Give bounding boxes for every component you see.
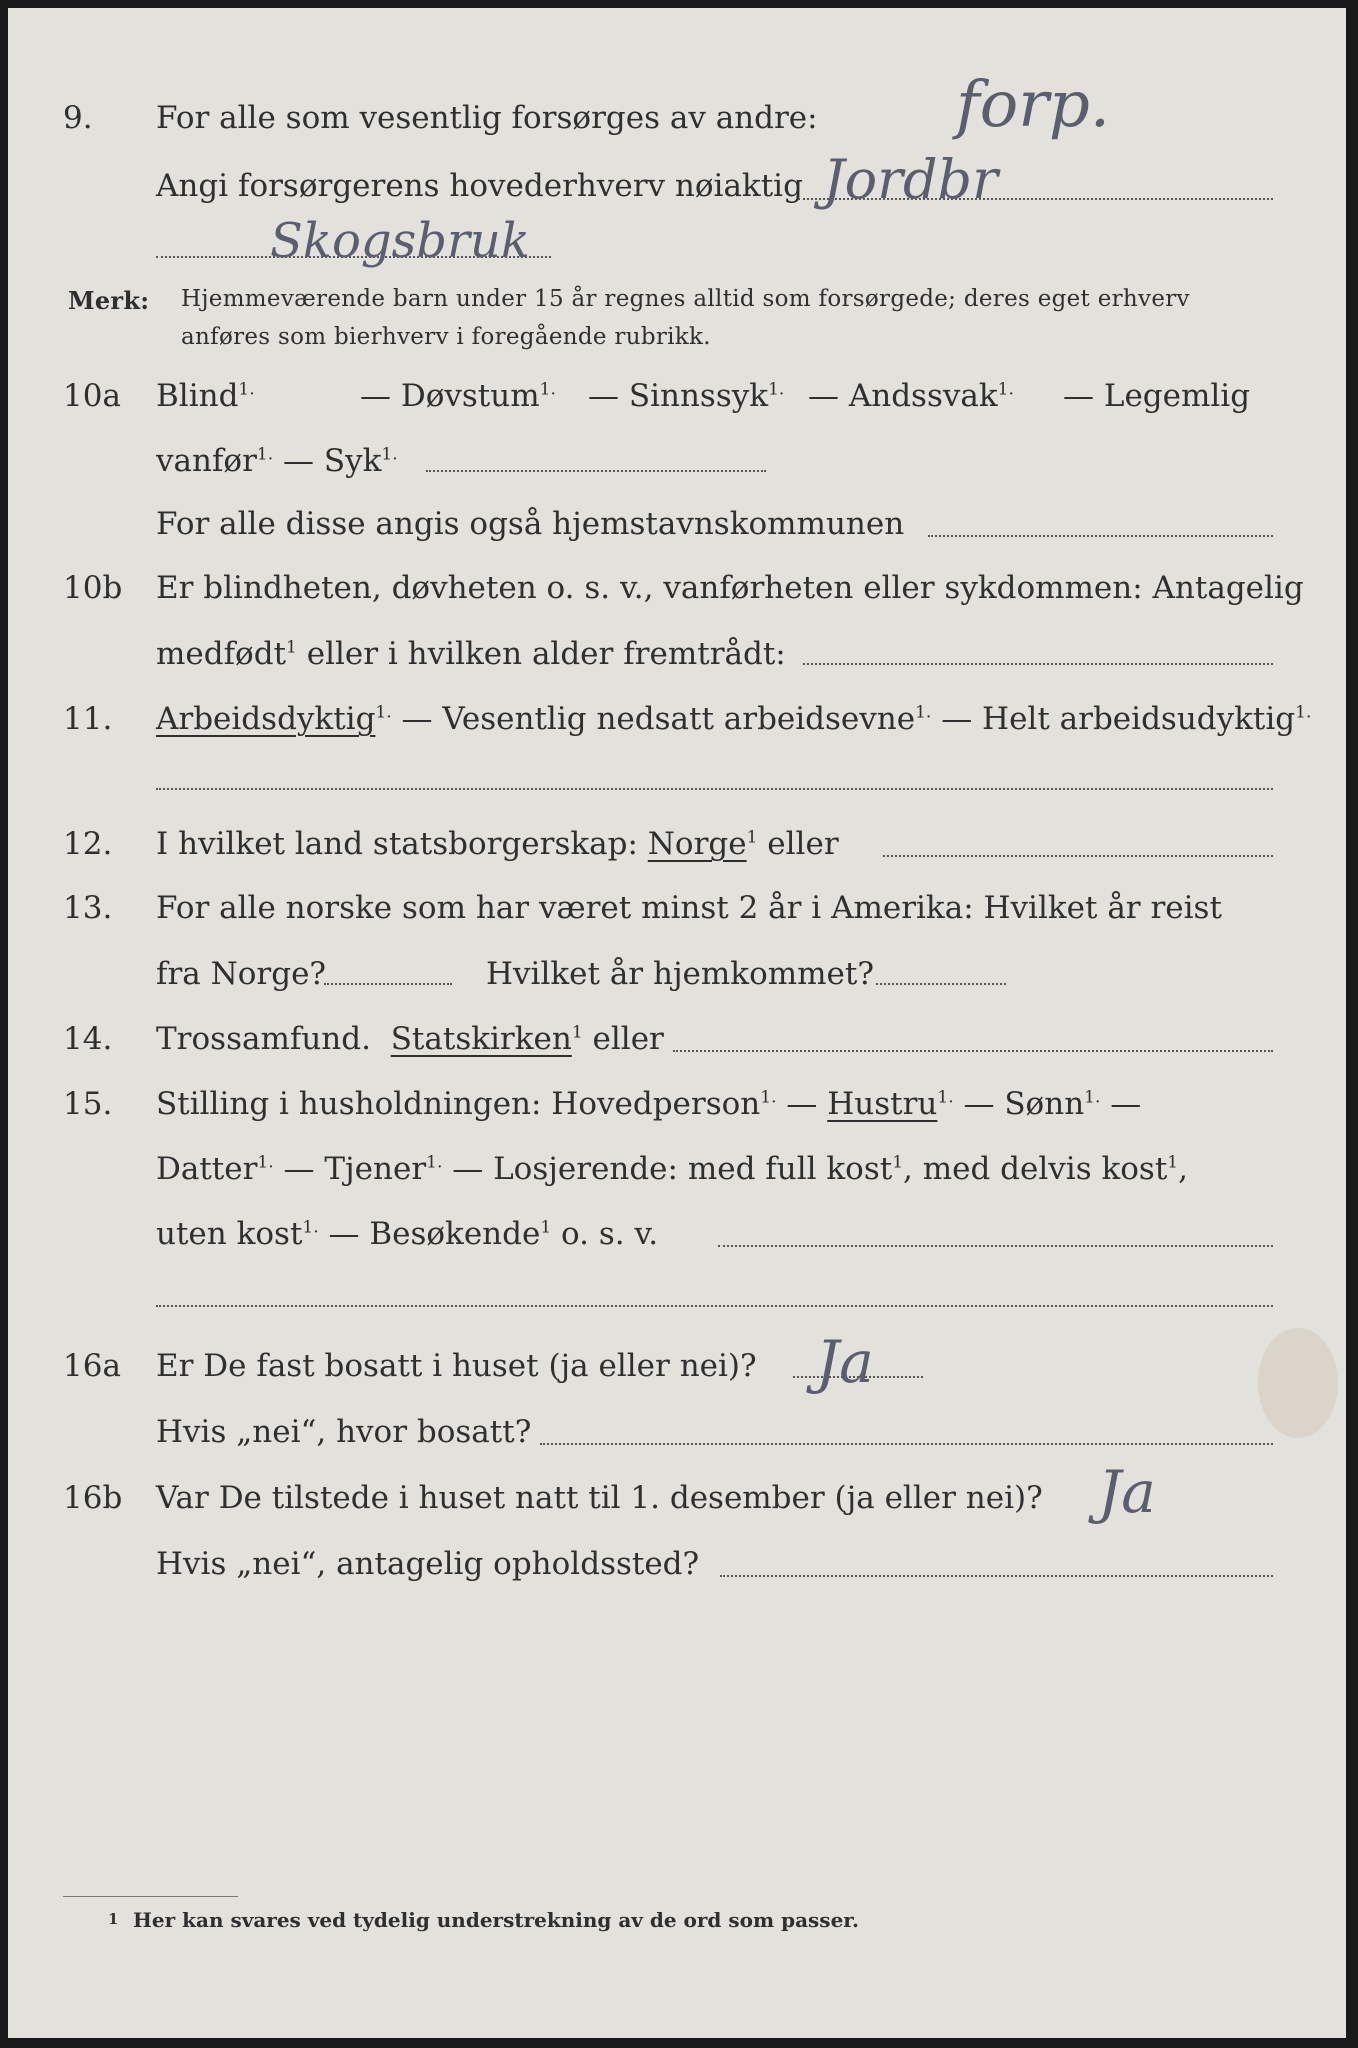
q16b-handwriting-ja: Ja bbox=[1098, 1458, 1156, 1526]
q14-number: 14. bbox=[63, 1021, 113, 1057]
q10b-line2: medfødt$^1$ eller i hvilken alder fremtrådt: bbox=[156, 636, 786, 672]
opt-vanfor[interactable]: vanfør bbox=[156, 443, 257, 479]
q13-hjemkommet: Hvilket år hjemkommet? bbox=[486, 956, 874, 992]
q15-number: 15. bbox=[63, 1086, 113, 1122]
q9-line1: For alle som vesentlig forsørges av andre: bbox=[156, 100, 818, 136]
q10a-syk-line[interactable] bbox=[426, 470, 766, 472]
q10b-line1: Er blindheten, døvheten o. s. v., vanførheten eller sykdommen: Antagelig bbox=[156, 570, 1304, 606]
q13-number: 13. bbox=[63, 890, 113, 926]
q13-reist: fra Norge? bbox=[156, 956, 327, 992]
q13-hjemkommet-line[interactable] bbox=[876, 983, 1006, 985]
opt-full-kost[interactable]: — Losjerende: med full kost bbox=[452, 1151, 893, 1187]
q10b-answer-line[interactable] bbox=[803, 663, 1273, 665]
opt-uten-kost[interactable]: uten kost bbox=[156, 1216, 303, 1252]
q16a-number: 16a bbox=[63, 1348, 121, 1384]
opt-besokende[interactable]: — Besøkende bbox=[328, 1216, 541, 1252]
paper-stain bbox=[1258, 1328, 1338, 1438]
q16b-opholdssted-line[interactable] bbox=[720, 1575, 1273, 1577]
q12-line: I hvilket land statsborgerskap: Norge$^1$ eller bbox=[156, 826, 839, 862]
q10a-line2: vanfør$^{1.}$ — Syk$^{1.}$ bbox=[156, 443, 398, 479]
footnote-text: Her kan svares ved tydelig understrekning av de ord som passer. bbox=[133, 1908, 859, 1932]
q9-handwriting-forp: forp. bbox=[956, 68, 1111, 142]
q9-line2: Angi forsørgerens hovederhverv nøiaktig bbox=[156, 168, 803, 204]
footnote-mark: 1 bbox=[108, 1910, 119, 1928]
q10b-number: 10b bbox=[63, 570, 123, 606]
opt-andssvak[interactable]: — Andssvak bbox=[808, 378, 998, 414]
q11-number: 11. bbox=[63, 701, 113, 737]
opt-nedsatt[interactable]: — Vesentlig nedsatt arbeidsevne bbox=[401, 701, 916, 737]
q13-reist-line[interactable] bbox=[324, 983, 452, 985]
q13-line1: For alle norske som har været minst 2 år i Amerika: Hvilket år reist bbox=[156, 890, 1222, 926]
opt-datter[interactable]: Datter bbox=[156, 1151, 258, 1187]
q11-line: Arbeidsdyktig$^{1.}$ — Vesentlig nedsatt arbeidsevne$^{1.}$ — Helt arbeidsudyktig$^{1.}$ bbox=[156, 701, 1312, 737]
opt-sonn[interactable]: — Sønn bbox=[963, 1086, 1085, 1122]
opt-legemlig[interactable]: — Legemlig bbox=[1063, 378, 1251, 414]
q16a-line2: Hvis „nei“, hvor bosatt? bbox=[156, 1414, 532, 1450]
q10a-hjemstavn-line[interactable] bbox=[928, 535, 1273, 537]
opt-sinnssyk[interactable]: — Sinnssyk bbox=[588, 378, 769, 414]
q10a-andssvak: — Andssvak$^{1.}$ bbox=[808, 378, 1014, 414]
q10a-dovstum: — Døvstum$^{1.}$ bbox=[360, 378, 556, 414]
opt-tjener[interactable]: — Tjener bbox=[283, 1151, 427, 1187]
census-form-page bbox=[8, 8, 1346, 2038]
q9-number: 9. bbox=[63, 100, 93, 136]
opt-syk[interactable]: — Syk bbox=[283, 443, 382, 479]
q10a-sinnssyk: — Sinnssyk$^{1.}$ bbox=[588, 378, 785, 414]
q10a-line1: Blind$^{1.}$ bbox=[156, 378, 255, 414]
q14-line: Trossamfund. Statskirken$^1$ eller bbox=[156, 1021, 664, 1057]
q10a-line3: For alle disse angis også hjemstavnskommunen bbox=[156, 506, 905, 542]
merk-line1: Hjemmeværende barn under 15 år regnes alltid som forsørgede; deres eget erhverv bbox=[181, 286, 1190, 312]
q15-answer-line[interactable] bbox=[718, 1245, 1273, 1247]
opt-arbeidsdyktig[interactable]: Arbeidsdyktig bbox=[156, 701, 376, 737]
q16a-line1: Er De fast bosatt i huset (ja eller nei)? bbox=[156, 1348, 757, 1384]
opt-hustru[interactable]: Hustru bbox=[827, 1086, 938, 1122]
q12-answer-line[interactable] bbox=[883, 855, 1273, 857]
q9-handwriting-jordbr: Jordbr bbox=[823, 148, 998, 211]
q11-answer-line[interactable] bbox=[156, 788, 1273, 790]
opt-norge[interactable]: Norge bbox=[647, 826, 747, 862]
q12-number: 12. bbox=[63, 826, 113, 862]
q14-answer-line[interactable] bbox=[673, 1050, 1273, 1052]
q10a-number: 10a bbox=[63, 378, 121, 414]
q16b-number: 16b bbox=[63, 1480, 123, 1516]
opt-hovedperson[interactable]: Stilling i husholdningen: Hovedperson bbox=[156, 1086, 761, 1122]
footnote-rule bbox=[63, 1896, 238, 1897]
merk-line2: anføres som bierhverv i foregående rubrikk. bbox=[181, 324, 711, 350]
q15-line2: Datter$^{1.}$ — Tjener$^{1.}$ — Losjerende: med full kost$^1$, med delvis kost$^1$, bbox=[156, 1151, 1188, 1187]
q15-line3: uten kost$^{1.}$ — Besøkende$^1$ o. s. v. bbox=[156, 1216, 659, 1252]
opt-statskirken[interactable]: Statskirken bbox=[390, 1021, 572, 1057]
opt-udyktig[interactable]: — Helt arbeidsudyktig bbox=[941, 701, 1296, 737]
q16b-line1: Var De tilstede i huset natt til 1. desember (ja eller nei)? bbox=[156, 1480, 1043, 1516]
opt-blind[interactable]: Blind bbox=[156, 378, 239, 414]
q16a-bosatt-line[interactable] bbox=[540, 1443, 1273, 1445]
opt-dovstum[interactable]: — Døvstum bbox=[360, 378, 540, 414]
q15-line1: Stilling i husholdningen: Hovedperson$^{1.}$ — Hustru$^{1.}$ — Sønn$^{1.}$ — bbox=[156, 1086, 1142, 1122]
q9-handwriting-skogsbruk: Skogsbruk bbox=[270, 213, 530, 269]
opt-delvis-kost[interactable]: , med delvis kost bbox=[903, 1151, 1168, 1187]
opt-medfodt[interactable]: medfødt bbox=[156, 636, 287, 672]
q16a-handwriting-ja: Ja bbox=[816, 1328, 874, 1396]
q15-answer-line-2[interactable] bbox=[156, 1305, 1273, 1307]
merk-label: Merk: bbox=[68, 286, 150, 315]
q16b-line2: Hvis „nei“, antagelig opholdssted? bbox=[156, 1546, 700, 1582]
